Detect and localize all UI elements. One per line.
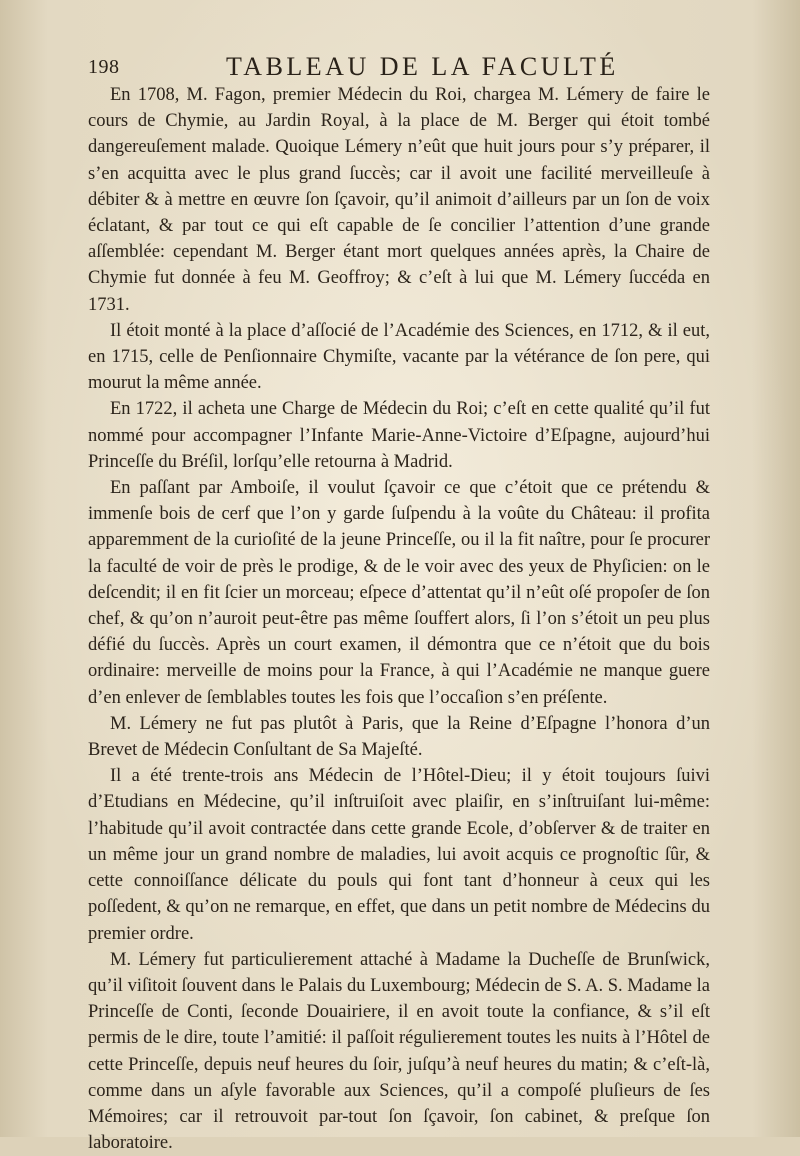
paragraph: En 1722, il acheta une Charge de Médecin du Roi; c’eſt en cette qualité qu’il fut nommé pour accompagner l’Infante Marie-Anne-Victoire d’Eſpagne, aujourd’hui Princeſſe du Bréſil, lorſqu’elle retourna à Madrid. xyxy=(88,399,710,472)
paragraph: Il étoit monté à la place d’aſſocié de l’Académie des Sciences, en 1712, & il eut, en 1715, celle de Penſionnaire Chymiſte, vacante par la vétérance de ſon pere, qui mourut la même année. xyxy=(88,320,710,394)
paragraph: M. Lémery ne fut pas plutôt à Paris, que la Reine d’Eſpagne l’honora d’un Brevet de Médecin Conſultant de Sa Majeſté. xyxy=(88,713,710,761)
paragraph: En 1708, M. Fagon, premier Médecin du Roi, chargea M. Lémery de faire le cours de Chymie, au Jardin Royal, à la place de M. Berger qui étoit tombé dangereuſement malade. Quoique Lémery n’eût que huit jours pour s’y préparer, il s’en acquitta avec le plus grand ſuccès; car il avoit une facilité merveilleuſe à débiter & à mettre en œuvre ſon ſçavoir, qu’il animoit d’ailleurs par un ſon de voix éclatant, & par tout ce qui eſt capable de ſe concilier l’attention d’une grande aſſemblée: cependant M. Berger étant mort quelques années après, la Chaire de Chymie fut donnée à feu M. Geoffroy; & c’eſt à lui que M. Lémery ſuccéda en 1731. xyxy=(88,85,710,315)
page-number: 198 xyxy=(88,56,120,78)
paragraph: M. Lémery fut particulierement attaché à Madame la Ducheſſe de Brunſwick, qu’il viſitoit ſouvent dans le Palais du Luxembourg; Médecin de S. A. S. Madame la Princeſſe de Conti, ſeconde Douairiere, il en avoit toute la confiance, & s’il eſt permis de le dire, toute l’amitié: il paſſoit régulierement toutes les nuits à l’Hôtel de cette Princeſſe, depuis neuf heures du ſoir, juſqu’à neuf heures du matin; & c’eſt-là, comme dans un aſyle favorable aux Sciences, qu’il a compoſé pluſieurs de ſes Mémoires; car il retrouvoit par-tout ſon ſçavoir, ſon cabinet, & preſque ſon laboratoire. xyxy=(88,949,710,1154)
body-text xyxy=(88,82,710,1156)
running-head: TABLEAU DE LA FACULTÉ xyxy=(226,52,619,81)
paragraph: En paſſant par Amboiſe, il voulut ſçavoir ce que c’étoit que ce prétendu & immenſe bois de cerf que l’on y garde ſuſpendu à la voûte du Château: il profita apparemment de la curioſité de la jeune Princeſſe, ou il la fit naître, pour ſe procurer la faculté de voir de près le prodige, & de le voir avec des yeux de Phyſicien: on le deſcendit; il en fit ſcier un morceau; eſpece d’attentat qu’il n’eût oſé propoſer de ſon chef, & qu’on n’auroit peut-être pas même ſouffert alors, ſi l’on s’étoit un peu plus défié du ſuccès. Après un court examen, il démontra que ce n’étoit que du bois ordinaire: merveille de moins pour la France, à qui l’Académie ne manque guere d’en enlever de ſemblables toutes les fois que l’occaſion s’en préſente. xyxy=(88,478,710,708)
paragraph: Il a été trente-trois ans Médecin de l’Hôtel-Dieu; il y étoit toujours ſuivi d’Etudians en Médecine, qu’il inſtruiſoit avec plaiſir, en s’inſtruiſant lui-même: l’habitude qu’il avoit contractée dans cette grande Ecole, d’obſerver & de traiter en un même jour un grand nombre de maladies, lui avoit acquis ce prognoſtic ſûr, & cette connoiſſance délicate du pouls qui font tant d’honneur à ceux qui les poſſedent, & qu’on ne remarque, en effet, que dans un petit nombre de Médecins du premier ordre. xyxy=(88,766,710,944)
